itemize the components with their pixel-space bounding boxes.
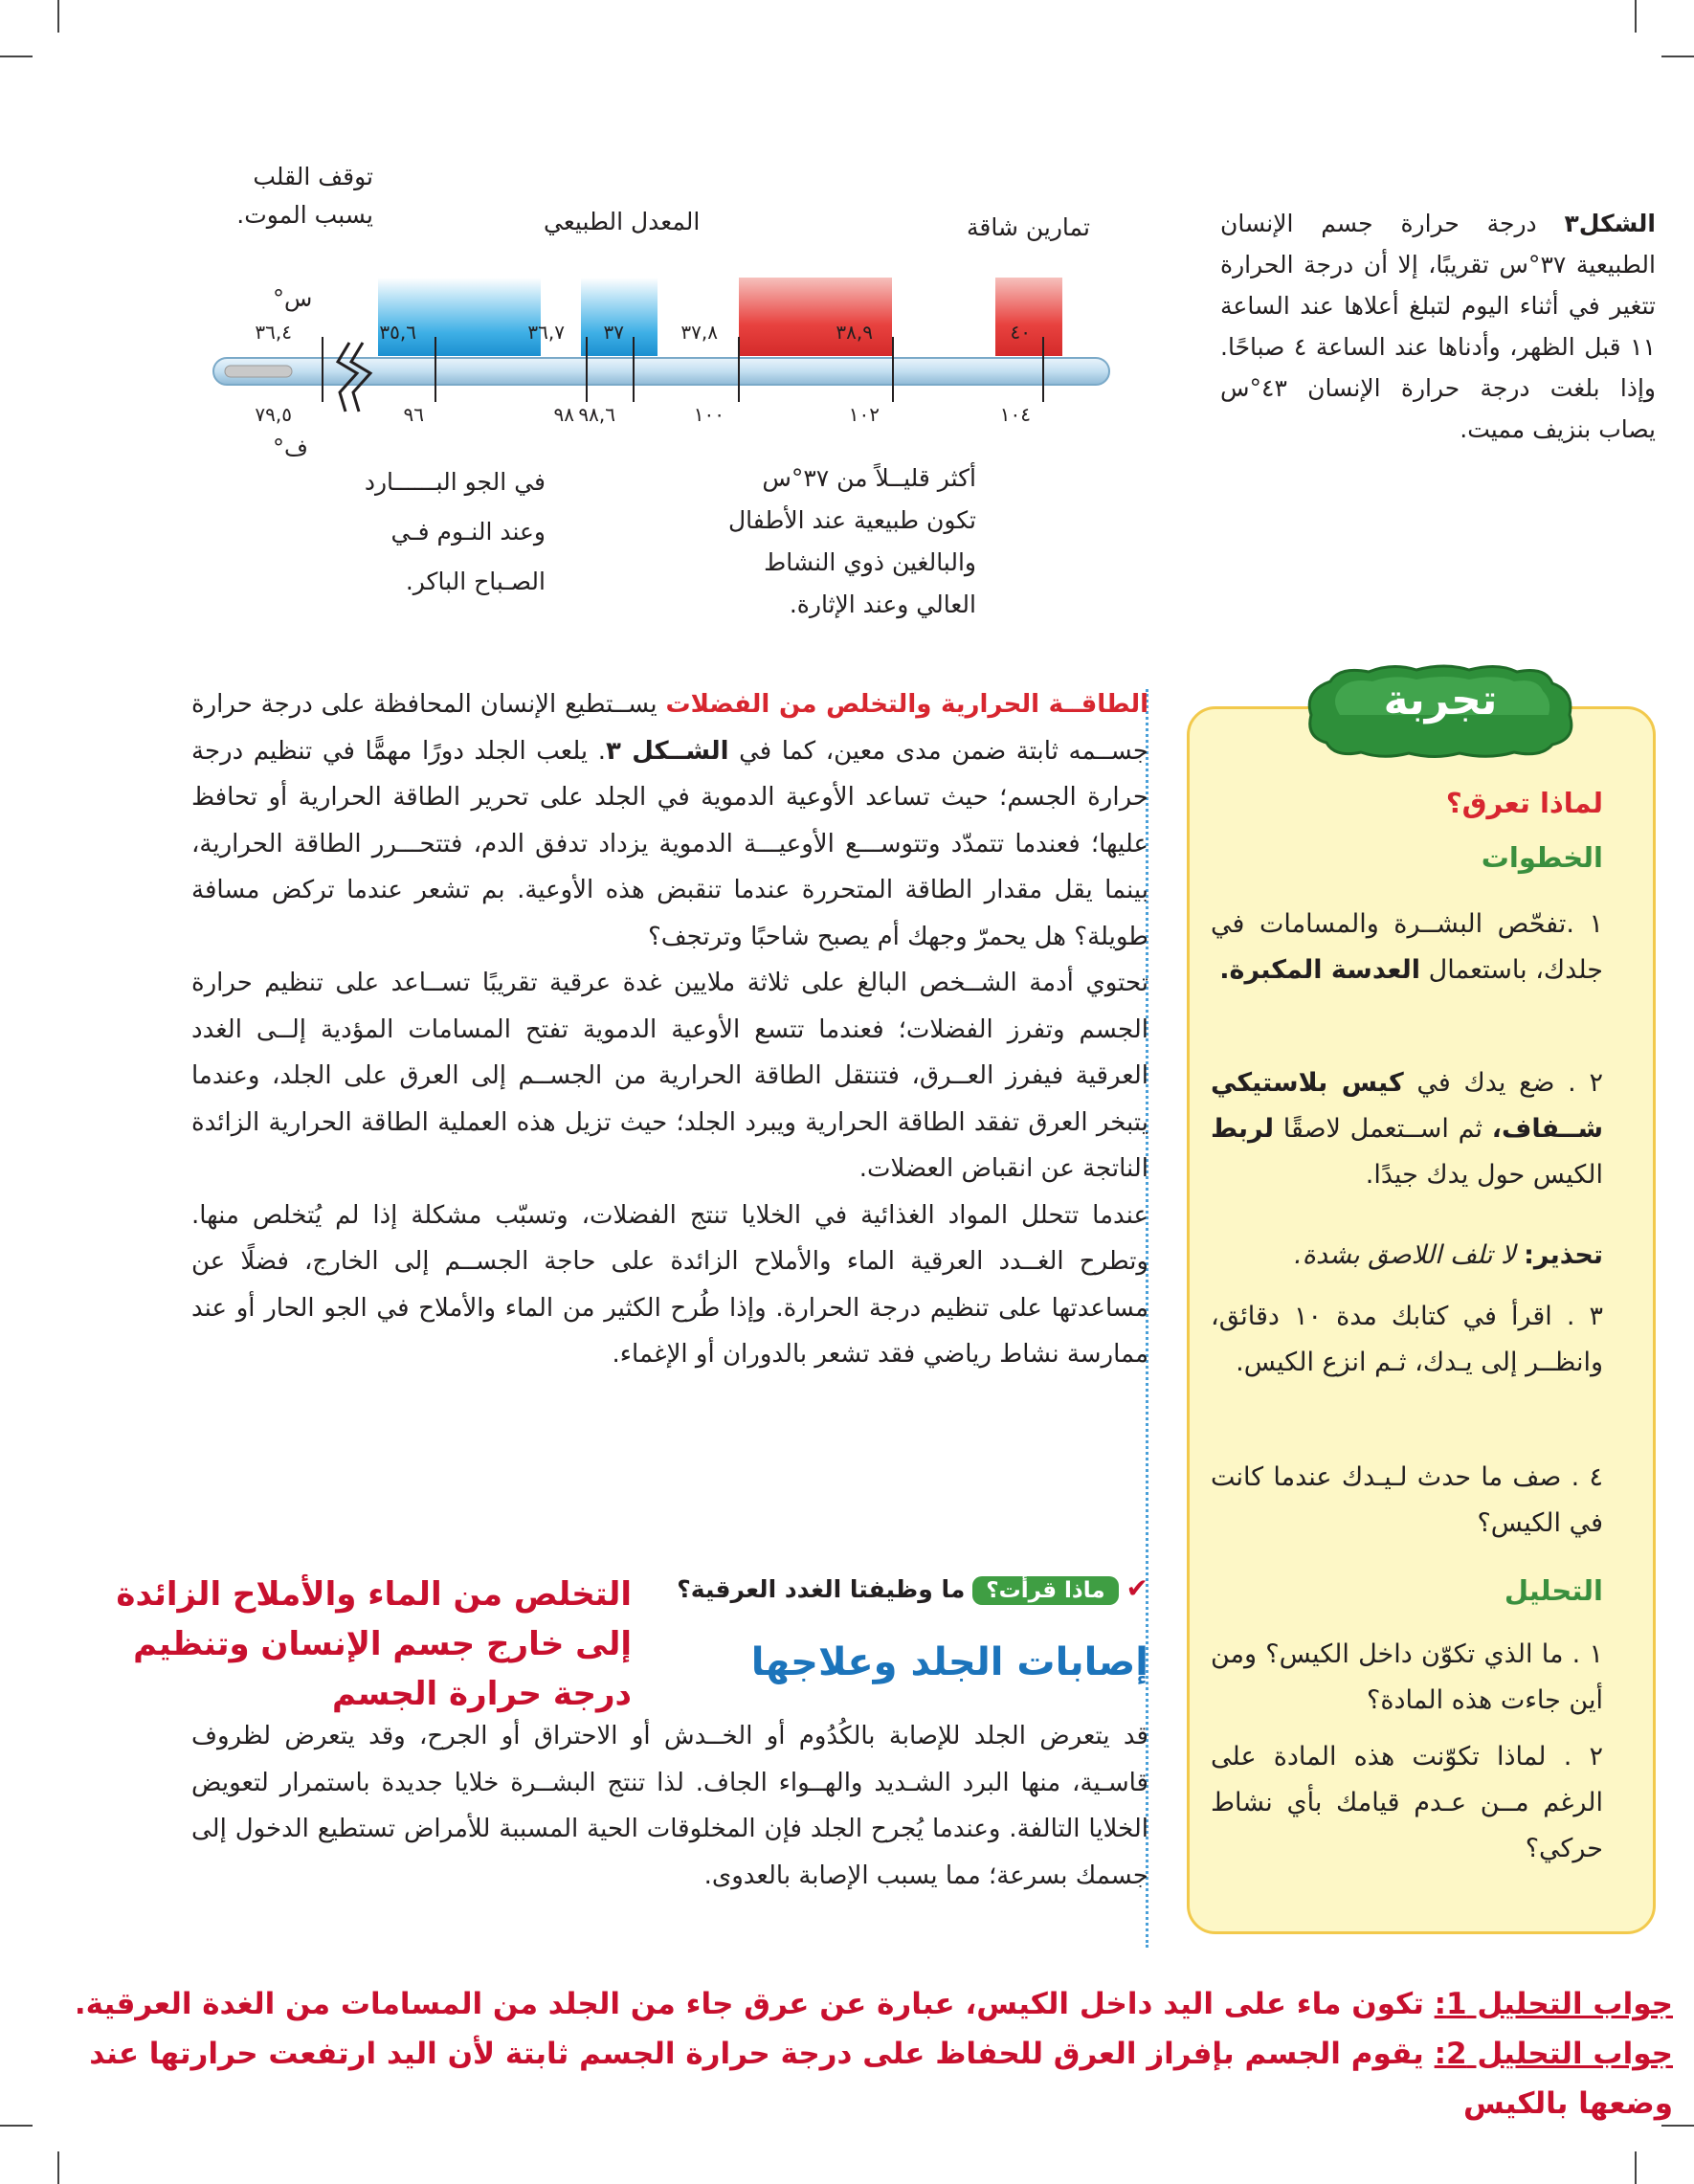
checkmark-icon: ✔ <box>1126 1572 1148 1604</box>
celsius-tick: ٣٥,٦ <box>379 321 416 344</box>
crop-mark <box>57 0 59 33</box>
fahrenheit-tick: ٩٨,٦ <box>578 403 615 426</box>
paragraph-waste: عندما تتحلل المواد الغذائية في الخلايا تنتج الفضلات، وتسبّب مشكلة إذا لم يُتخلص منها. وتطرح الغــدد العرقية الماء والأملاح الزائدة على حاجة الجســم إلى الخارج، فضلًا عن مساعدتها على تنظيم درجة الحرارة. وإذا طُرح الكثير من الماء والأملاح في الجو الحار أو عند ممارسة نشاط رياضي فقد تشعر بالدوران أو الإغماء. <box>191 1200 1148 1369</box>
figure-caption-text: درجة حرارة جسم الإنسان الطبيعية ٣٧°س تقريبًا، إلا أن درجة الحرارة تتغير في أثناء اليوم لتبلغ أعلاها عند الساعة ١١ قبل الظهر، وأدناها عند الساعة ٤ صباحًا. وإذا بلغت درجة حرارة الإنسان ٤٣°س يصاب بنزيف مميت. <box>1220 210 1656 443</box>
fahrenheit-tick: ١٠٤ <box>999 403 1031 426</box>
what-read-question: ما وظيفتا الغدد العرقية؟ <box>677 1575 966 1603</box>
analysis-heading: التحليل <box>1504 1574 1603 1607</box>
fahrenheit-tick: ١٠٢ <box>848 403 880 426</box>
what-did-you-read <box>677 1572 1148 1605</box>
note-cold: في الجو البــــــارد وعند النـوم فـي الصـباح الباكر. <box>364 468 546 595</box>
label-cardiac-arrest: توقف القلب يسبب الموت. <box>236 163 373 229</box>
fahrenheit-tick: ١٠٠ <box>693 403 724 426</box>
label-celsius: س° <box>273 285 313 312</box>
experiment-question: لماذا تعرق؟ <box>1445 787 1603 819</box>
crop-mark <box>57 2151 59 2184</box>
paragraph-sweat-glands: تحتوي أدمة الشــخص البالغ على ثلاثة ملايين غدة عرقية تقريبًا تســاعد على تنظيم حرارة الجسم وتفرز الفضلات؛ فعندما تتسع الأوعية الدموية تفتح المسامات المؤدية إلــى الغدد العرقية فيفرز العــرق، فتنتقل الطاقة الحرارية من الجســم إلى العرق على الجلد، وعندما يتبخر العرق تفقد الطاقة الحرارية ويبرد الجلد؛ حيث تزيل هذه العملية الطاقة الحرارية الزائدة الناتجة عن انقباض العضلات. <box>191 969 1148 1183</box>
warning: تحذير: لا تلف اللاصق بشدة. <box>1294 1240 1603 1270</box>
label-hard-exercise: تمارين شاقة <box>967 213 1090 241</box>
what-read-answer: التخلص من الماء والأملاح الزائدة إلى خارج جسم الإنسان وتنظيم درجة حرارة الجسم <box>116 1575 632 1713</box>
crop-mark <box>1635 0 1637 33</box>
steps-heading: الخطوات <box>1481 841 1603 874</box>
celsius-tick: ٣٦,٤ <box>255 321 292 344</box>
bar-high <box>995 278 1062 356</box>
analysis-question-2: ٢ . لماذا تكوّنت هذه المادة على الرغم مــن عـدم قيامك بأي نشاط حركي؟ <box>1211 1742 1603 1863</box>
figure-caption <box>1220 203 1656 450</box>
fahrenheit-tick: ٩٨ <box>553 403 574 426</box>
note-elevated: أكثر قليــلاً من ٣٧°س تكون طبيعية عند الأطفال والبالغين ذوي النشاط العالي وعند الإثارة. <box>728 464 976 618</box>
main-text <box>191 681 1148 1378</box>
paragraph-heat: الطاقــة الحرارية والتخلص من الفضلات يســتطيع الإنسان المحافظة على درجة حرارة جســمه ثابتة ضمن مدى معين، كما في الشــكل ٣. يلعب الجلد دورًا مهمًّا في تنظيم درجة حرارة الجسم؛ حيث تساعد الأوعية الدموية في الجلد على تحرير الطاقة الحرارية أو تحافظ عليها؛ فعندما تتمدّد وتتوســـع الأوعيـــة الدموية يزداد تدفق الدم، فتتحـــرر الطاقة الحرارية، بينما يقل مقدار الطاقة المتحررة عندما تنقبض هذه الأوعية. بم تشعر عندما تركض مسافة طويلة؟ هل يحمرّ وجهك أم يصبح شاحبًا وترتجف؟ <box>191 690 1148 951</box>
experiment-title-badge: تجربة <box>1383 676 1498 724</box>
figure-label: الشكل٣ <box>1564 210 1656 237</box>
step-3: ٣ . اقرأ في كتابك مدة ١٠ دقائق، وانظــر إلى يـدك، ثـم انزع الكيس. <box>1211 1302 1603 1377</box>
label-fahrenheit: ف° <box>273 435 308 461</box>
bar-elevated <box>739 278 892 356</box>
label-normal-range: المعدل الطبيعي <box>544 208 701 235</box>
step-1: ١ .تفحّص البشــرة والمسامات في جلدك، باستعمال العدسة المكبرة. <box>1211 909 1603 985</box>
thermometer-tube <box>213 358 1109 385</box>
thermometer-bulb <box>225 366 292 377</box>
bar-normal <box>581 278 658 356</box>
fahrenheit-tick: ٩٦ <box>403 403 424 426</box>
celsius-tick: ٣٨,٩ <box>836 321 873 344</box>
celsius-tick: ٣٧ <box>603 321 624 344</box>
thermometer-diagram <box>206 278 1125 440</box>
answers <box>17 1979 1673 2128</box>
what-read-badge: ماذا قرأت؟ <box>972 1576 1118 1605</box>
answer-1: جواب التحليل 1: تكون ماء على اليد داخل الكيس، عبارة عن عرق جاء من الجلد من المسامات من الغدة العرقية. <box>74 1987 1673 2021</box>
celsius-tick: ٣٦,٧ <box>527 321 565 344</box>
crop-mark <box>1661 56 1694 57</box>
celsius-tick: ٣٧,٨ <box>680 321 718 344</box>
crop-mark <box>1635 2151 1637 2184</box>
crop-mark <box>0 56 33 57</box>
step-2: ٢ . ضع يدك في كيس بلاستيكي شــفاف، ثم اســتعمل لاصقًا لربط الكيس حول يدك جيدًا. <box>1211 1068 1603 1190</box>
section-title: إصابات الجلد وعلاجها <box>750 1640 1148 1684</box>
bar-cold <box>378 278 541 356</box>
experiment-badge <box>1302 662 1579 760</box>
answer-2: جواب التحليل 2: يقوم الجسم بإفراز العرق للحفاظ على درجة حرارة الجسم ثابتة لأن اليد ارتفعت حرارتها عند وضعها بالكيس <box>89 2037 1673 2121</box>
step-4: ٤ . صف ما حدث لـيـدك عندما كانت في الكيس؟ <box>1211 1462 1603 1538</box>
celsius-tick: ٤٠ <box>1010 321 1031 344</box>
paragraph-injuries: قد يتعرض الجلد للإصابة بالكُدُوم أو الخــدش أو الاحتراق أو الجرح، وقد يتعرض لظروف قاسـية، منها البرد الشـديد والهــواء الجاف. لذا تنتج البشــرة خلايا جديدة باستمرار لتعويض الخلايا التالفة. وعندما يُجرح الجلد فإن المخلوقات الحية المسببة للأمراض تستطيع الدخول إلى جسمك بسرعة؛ مما يسبب الإصابة بالعدوى. <box>191 1722 1148 1890</box>
analysis-question-1: ١ . ما الذي تكوّن داخل الكيس؟ ومن أين جاءت هذه المادة؟ <box>1211 1639 1603 1715</box>
fahrenheit-tick: ٧٩,٥ <box>255 403 292 426</box>
